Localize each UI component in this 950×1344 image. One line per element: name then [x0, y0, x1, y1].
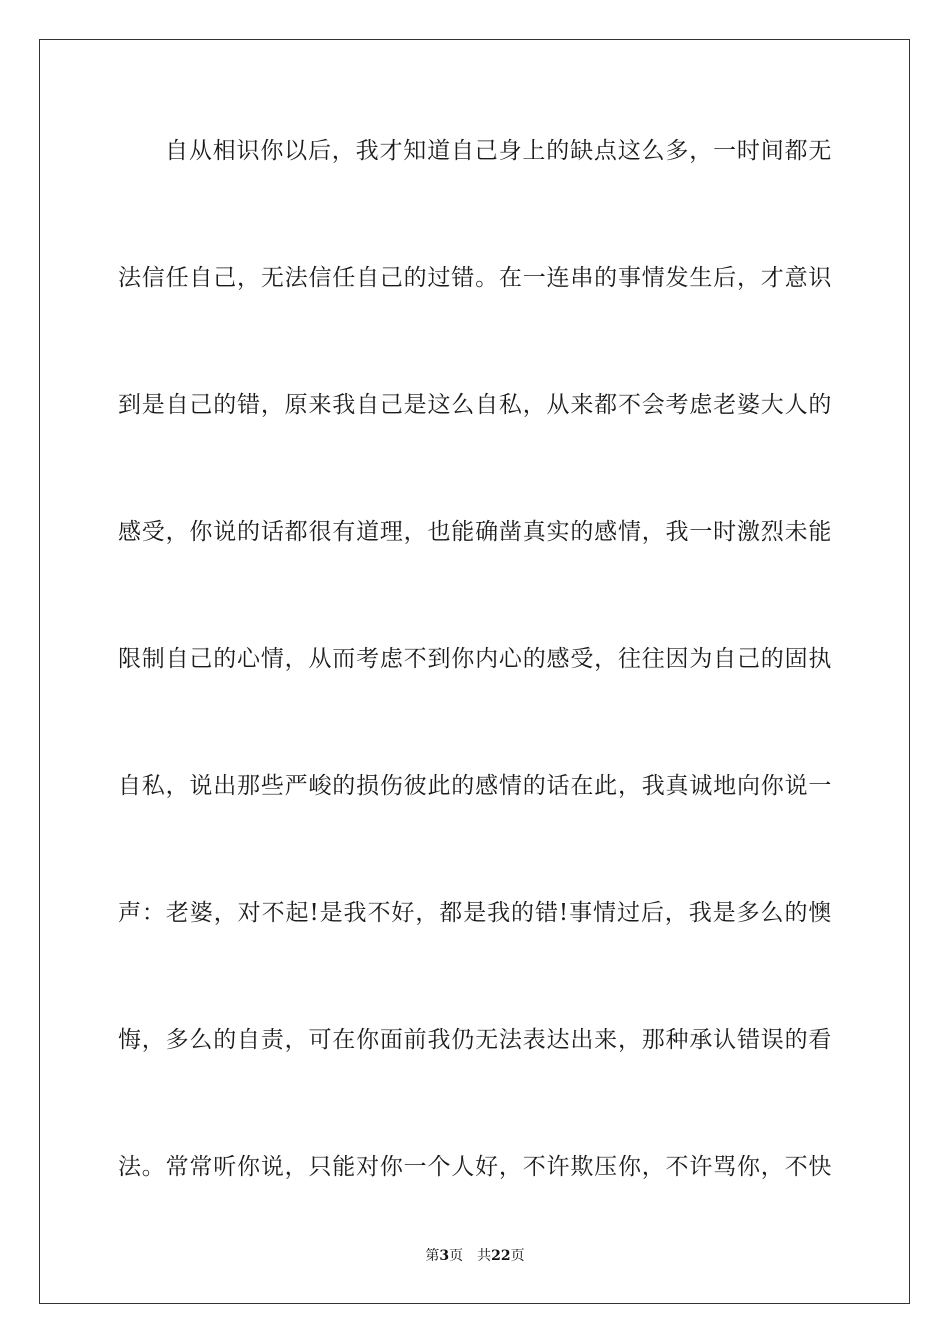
- text-line: 法。常常听你说，只能对你一个人好，不许欺压你，不许骂你，不快: [118, 1154, 832, 1180]
- text-line: 法信任自己，无法信任自己的过错。在一连串的事情发生后，才意识: [118, 265, 832, 291]
- total-label-suffix: 页: [510, 1248, 525, 1264]
- text-line: 声：老婆，对不起!是我不好，都是我的错!事情过后，我是多么的懊: [118, 900, 832, 926]
- text-line: 到是自己的错，原来我自己是这么自私，从来都不会考虑老婆大人的: [118, 392, 832, 418]
- page-current: 3: [439, 1248, 450, 1264]
- text-line: 悔，多么的自责，可在你面前我仍无法表达出来，那种承认错误的看: [118, 1027, 832, 1053]
- text-line: 自私，说出那些严峻的损伤彼此的感情的话在此，我真诚地向你说一: [118, 773, 832, 799]
- page-label-prefix: 第: [425, 1248, 440, 1264]
- page-footer: [0, 1245, 950, 1265]
- page-total: 22: [491, 1248, 511, 1264]
- text-line: 限制自己的心情，从而考虑不到你内心的感受，往往因为自己的固执: [118, 646, 832, 672]
- total-label-prefix: 共: [477, 1248, 492, 1264]
- text-line: 自从相识你以后，我才知道自己身上的缺点这么多，一时间都无: [165, 138, 832, 164]
- document-body: [118, 118, 832, 1261]
- text-line: 感受，你说的话都很有道理，也能确凿真实的感情，我一时激烈未能: [118, 519, 832, 545]
- page-label-suffix: 页: [449, 1248, 464, 1264]
